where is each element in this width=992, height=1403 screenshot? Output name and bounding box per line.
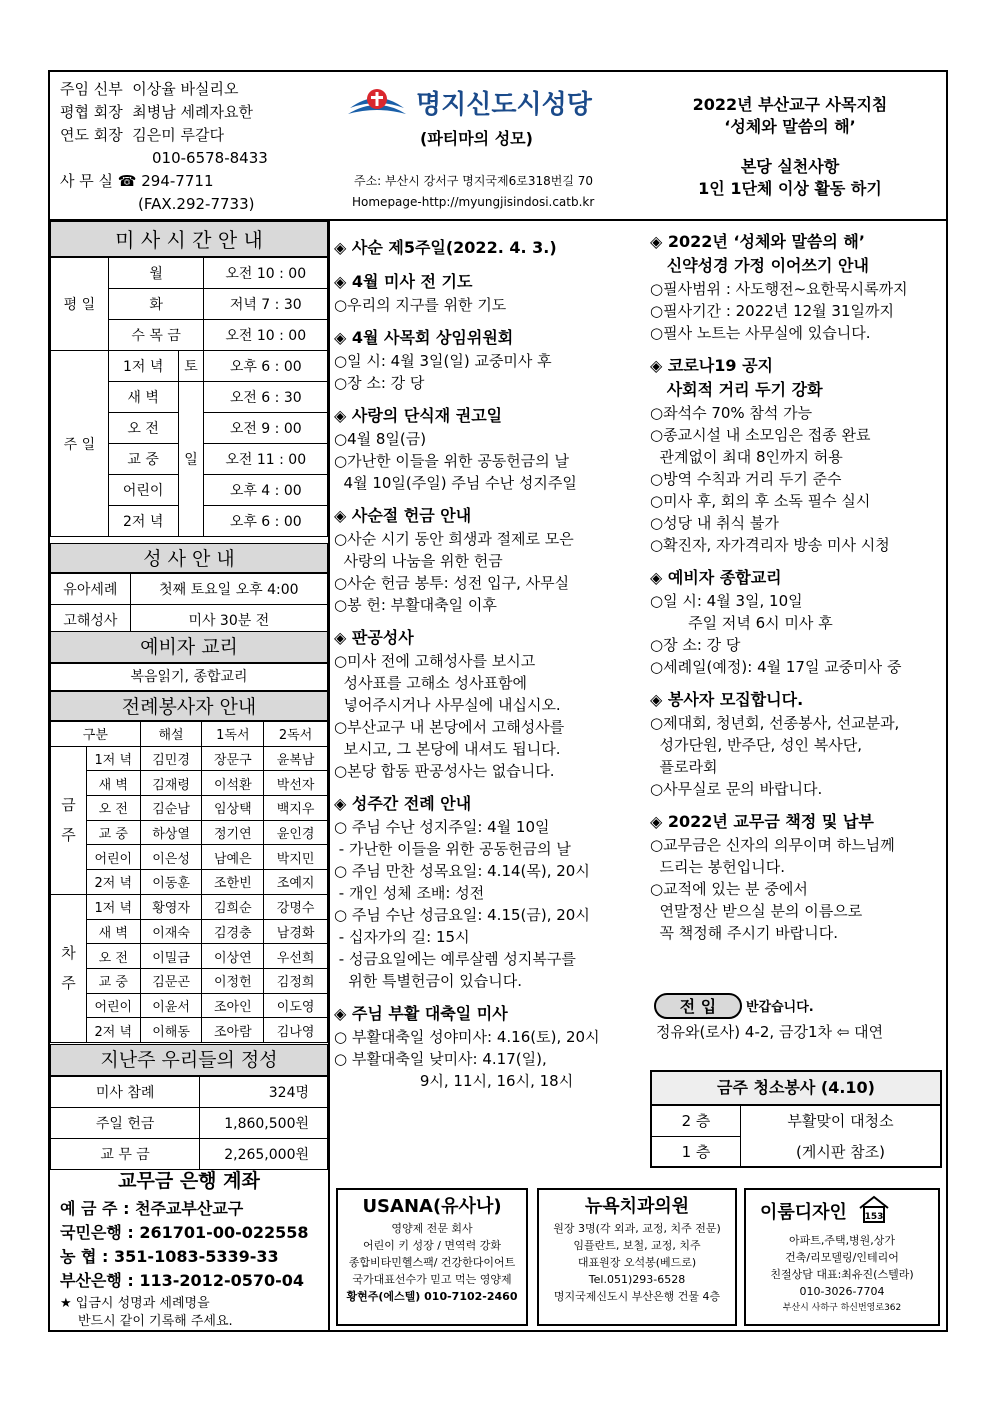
notice-line: ○ 부활대축일 낮미사: 4.17(일), [334,1050,547,1068]
notice-line: 플로라회 [650,758,718,776]
table-cell: 조예지 [264,870,328,895]
table-cell: 남예은 [202,845,264,870]
notice-line: ○4월 8일(금) [334,430,427,448]
ad-title: 이룸디자인 153 [746,1194,938,1232]
column-right [650,230,942,944]
table-cell: 김재령 [140,771,202,796]
notice-line: ○필사기간 : 2022년 12월 31일까지 [650,302,894,320]
office-phone: 사 무 실 ☎ 294-7711 [60,172,214,190]
notice-block [334,504,634,616]
notice-line: ○확진자, 자가격리자 방송 미사 시청 [650,536,890,554]
table-cell: 오전 11 : 00 [204,444,328,475]
table-cell: 장문구 [202,746,264,771]
cleaning-table: 2 층 1 층 부활맞이 대청소 (게시판 참조) [652,1106,940,1166]
notice-block [650,566,942,678]
table-cell: 김민경 [140,746,202,771]
table-cell: 1저 녁 [108,351,178,382]
notice-line: 성사표를 고해소 성사표함에 [334,674,527,692]
notice-title: 신약성경 가정 이어쓰기 안내 [650,256,869,275]
notice-line: 보시고, 그 본당에 내셔도 됩니다. [334,740,561,758]
table-cell: 첫째 토요일 오후 4:00 [130,574,327,605]
ad-line: 국가대표선수가 믿고 먹는 영양제 [352,1273,512,1286]
notice-line: ○ 주님 수난 성금요일: 4.15(금), 20시 [334,906,590,924]
table-cell: 김희순 [202,894,264,919]
notice-title: ◈ 주님 부활 대축일 미사 [334,1004,508,1023]
homepage-link[interactable]: Homepage-http://myungjisindosi.catb.kr [352,195,595,209]
mass-schedule-title: 미 사 시 간 안 내 [50,221,328,257]
table-cell: 박지민 [264,845,328,870]
notice-line: 사랑의 나눔을 위한 헌금 [334,552,503,570]
sacrament-title: 성 사 안 내 [50,543,328,573]
ad-line: 친절상담 대표:최유진(스텔라) [770,1268,914,1281]
notice-block [650,810,942,944]
ad-line: 임플란트, 보철, 교정, 치주 [573,1239,701,1252]
ad-usana [336,1188,528,1326]
motto-line: ‘성체와 말씀의 해’ [724,117,856,136]
notice-line: ○가난한 이들을 위한 공동헌금의 날 [334,452,570,470]
table-cell: 2저 녁 [86,870,140,895]
table-cell: 강명수 [264,894,328,919]
table-cell: 이윤서 [140,993,202,1018]
welcome-text: 반갑습니다. [746,1000,814,1015]
ad-line: 아파트,주택,병원,상가 [788,1234,896,1247]
table-cell: 주일 헌금 [51,1108,200,1139]
table-cell: 미사 참례 [51,1077,200,1108]
cleaning-title: 금주 청소봉사 (4.10) [652,1072,940,1106]
ad-line: 어린이 키 성장 / 면역력 강화 [362,1239,502,1252]
notice-line: - 성금요일에는 예루살렘 성지복구를 [334,950,576,968]
notice-line: ○일 시: 4월 3일(일) 교중미사 후 [334,352,552,370]
address: 주소: 부산시 강서구 명지국제6로318번길 70 [354,174,593,188]
notice-line: ○세례일(예정): 4월 17일 교중미사 중 [650,658,902,676]
notice-block [334,1002,634,1092]
staff-row: 연도 회장 김은미 루갈다 [60,126,224,144]
table-cell: 정기연 [202,820,264,845]
table-cell: 교 무 금 [51,1139,200,1170]
table-cell: 이동훈 [140,870,202,895]
ad-line: 영양제 전문 회사 [391,1222,473,1235]
weekday-label: 평 일 [51,258,109,351]
phone-icon: ☎ [117,172,137,190]
notice-block [334,792,634,992]
notice-block [334,626,634,782]
offering-title: 지난주 우리들의 정성 [50,1044,328,1076]
table-cell: 이재숙 [140,919,202,944]
cleaning-box [650,1070,942,1168]
ad-title: 뉴욕치과의원 [584,1196,690,1217]
table-cell: 하상열 [140,820,202,845]
table-cell: 오전 6 : 30 [204,382,328,413]
notice-title: ◈ 2022년 ‘성체와 말씀의 해’ [650,232,865,251]
column-divider [328,219,330,1332]
table-cell: 어린이 [108,475,178,506]
notice-line: - 가난한 이들을 위한 공동헌금의 날 [334,840,571,858]
ad-line: 대표원장 오석봉(베드로) [577,1256,697,1269]
table-cell: 이밀금 [140,944,202,969]
ad-line: Tel.051)293-6528 [588,1273,686,1286]
notice-title: ◈ 사순절 헌금 안내 [334,506,472,525]
notice-line: - 십자가의 길: 15시 [334,928,470,946]
table-cell: 백지우 [264,796,328,821]
table-cell: 교 중 [108,444,178,475]
table-cell: 박선자 [264,771,328,796]
notice-line: 넣어주시거나 사무실에 내십시오. [334,696,561,714]
table-cell: 이상연 [202,944,264,969]
bank-accounts [60,1197,326,1331]
offering-table [50,1076,328,1170]
notice-block [650,230,942,344]
notice-line: 위한 특별헌금이 있습니다. [334,972,522,990]
notice-title: ◈ 예비자 종합교리 [650,568,782,587]
table-cell: 구분 [51,722,141,747]
table-cell: 오후 4 : 00 [204,475,328,506]
notice-title: ◈ 코로나19 공지 [650,356,773,375]
notice-title: 사회적 거리 두기 강화 [650,380,823,399]
ad-line: 황현주(에스텔) 010-7102-2460 [346,1290,518,1303]
notice-line: ○필사범위 : 사도행전~요한묵시록까지 [650,280,908,298]
notice-line: ○필사 노트는 사무실에 있습니다. [650,324,871,342]
notice-line: ○교적에 있는 분 중에서 [650,880,808,898]
notice-line: 성가단원, 반주단, 성인 복사단, [650,736,863,754]
table-cell: 1저 녁 [86,746,140,771]
notice-line: ○부산교구 내 본당에서 고해성사를 [334,718,565,736]
notice-line: ○성당 내 취식 불가 [650,514,779,532]
notice-line: ○미사 후, 회의 후 소독 필수 실시 [650,492,871,510]
notice-line: 9시, 11시, 16시, 18시 [334,1072,574,1090]
motto-line: 2022년 부산교구 사목지침 [692,95,888,114]
table-cell: 2저 녁 [86,1018,140,1043]
table-cell: 어린이 [86,993,140,1018]
sunday-day: 일 [178,382,204,537]
table-cell: 이석환 [202,771,264,796]
table-cell: 화 [108,289,204,320]
table-cell: 임상택 [202,796,264,821]
notice-line: 주일 저녁 6시 미사 후 [650,614,833,632]
sunday-title: ◈ 사순 제5주일(2022. 4. 3.) [334,238,557,257]
table-cell: 교 중 [86,968,140,993]
notice-block [334,270,634,316]
table-cell: 2독서 [264,722,328,747]
notice-line: 관계없이 최대 8인까지 허용 [650,448,843,466]
table-cell: 유아세례 [51,574,131,605]
table-cell: 토 [178,351,204,382]
table-cell: 1독서 [202,722,264,747]
ad-newyork-dental [537,1188,737,1326]
table-cell: 김나영 [264,1018,328,1043]
table-cell: 수 목 금 [108,320,204,351]
table-cell: 황영자 [140,894,202,919]
notice-title: ◈ 판공성사 [334,628,414,647]
table-cell: 1저 녁 [86,894,140,919]
practice-line: 1인 1단체 이상 활동 하기 [698,179,882,198]
notice-line: ○ 부활대축일 성야미사: 4.16(토), 20시 [334,1028,600,1046]
notice-line: ○사순 헌금 봉투: 성전 입구, 사무실 [334,574,570,592]
table-cell: 우선희 [264,944,328,969]
table-cell: 윤인경 [264,820,328,845]
table-cell: 오 전 [86,796,140,821]
notice-block [334,404,634,494]
church-subtitle: (파티마의 성모) [420,129,533,148]
notice-line: ○사무실로 문의 바랍니다. [650,780,823,798]
table-cell: 오전 9 : 00 [204,413,328,444]
table-cell: 새 벽 [86,919,140,944]
bank-title: 교무금 은행 계좌 [118,1170,260,1192]
table-cell: 김경충 [202,919,264,944]
notice-line: ○일 시: 4월 3일, 10일 [650,592,803,610]
header-staff [60,78,340,216]
header-motto [640,94,940,200]
table-cell: 2저 녁 [108,506,178,537]
table-cell: 미사 30분 전 [130,605,327,636]
table-cell: 김정희 [264,968,328,993]
servers-table [50,721,328,1043]
table-cell: 교 중 [86,820,140,845]
notice-line: ○본당 합동 판공성사는 없습니다. [334,762,555,780]
notice-line: 드리는 봉헌입니다. [650,858,785,876]
notice-line: 꼭 책정해 주시기 바랍니다. [650,924,838,942]
table-cell: 새 벽 [86,771,140,796]
bank-note: ★ 입금시 성명과 세례명을 [60,1296,210,1311]
notice-title: ◈ 봉사자 모집합니다. [650,690,804,709]
ad-line: 명지국제신도시 부산은행 건물 4층 [553,1290,721,1303]
notice-line: ○봉 헌: 부활대축일 이후 [334,596,497,614]
notice-block [650,354,942,556]
ad-line: 종합비타민헬스팩/ 건강한다이어트 [348,1256,516,1269]
staff-row: 평협 회장 최병남 세례자요한 [60,103,253,121]
sacrament-table [50,573,328,636]
office-fax: (FAX.292-7733) [138,195,255,213]
notice-line: ○제대회, 청년회, 선종봉사, 선교분과, [650,714,900,732]
table-cell: 오후 6 : 00 [204,351,328,382]
table-cell: 이도영 [264,993,328,1018]
ad-line: 원장 3명(각 외과, 교정, 치주 전문) [553,1222,721,1235]
practice-line: 본당 실천사항 [740,157,840,176]
notice-title: ◈ 4월 미사 전 기도 [334,272,473,291]
notice-line: ○장 소: 강 당 [650,636,741,654]
staff-phone: 010-6578-8433 [152,149,268,167]
staff-row: 주임 신부 이상율 바실리오 [60,80,239,98]
next-week-label: 차 주 [51,894,87,1042]
catechumen-title: 예비자 교리 [50,631,328,663]
table-cell: 해설 [140,722,202,747]
notice-line: ○사순 시기 동안 희생과 절제로 모은 [334,530,574,548]
notice-line: ○장 소: 강 당 [334,374,425,392]
ad-irum-design [744,1188,940,1326]
table-cell: 324명 [200,1077,328,1108]
table-cell: 오 전 [86,944,140,969]
welcome-line: 정유와(로사) 4-2, 금강1차 ⇦ 대연 [656,1023,884,1041]
bank-note: 반드시 같이 기록해 주세요. [78,1314,233,1329]
ad-line: 010-3026-7704 [799,1285,885,1298]
table-cell: 조아람 [202,1018,264,1043]
table-cell: 윤복남 [264,746,328,771]
ad-line: 부산시 사하구 하신번영로362 [782,1303,902,1313]
church-name: 명지신도시성당 [416,90,592,120]
notice-title: ◈ 성주간 전례 안내 [334,794,472,813]
table-cell: 새 벽 [108,382,178,413]
bank-row: 부산은행 : 113-2012-0570-04 [60,1271,305,1290]
table-cell: 어린이 [86,845,140,870]
house-icon [857,1194,891,1232]
table-cell: 조한빈 [202,870,264,895]
table-cell: 오전 10 : 00 [204,320,328,351]
servers-title: 전례봉사자 안내 [50,691,328,721]
table-cell: 월 [108,258,204,289]
notice-line: - 개인 성체 조배: 성전 [334,884,485,902]
notice-block [334,326,634,394]
table-cell: 남경화 [264,919,328,944]
table-cell: 조아인 [202,993,264,1018]
notice-line: ○방역 수칙과 거리 두기 준수 [650,470,842,488]
table-cell: 2,265,000원 [200,1139,328,1170]
table-cell: 김문곤 [140,968,202,993]
bank-row: 국민은행 : 261701-00-022558 [60,1223,309,1242]
church-logo-icon [346,86,408,128]
notice-line: ○ 주님 만찬 성목요일: 4.14(목), 20시 [334,862,590,880]
svg-text:153: 153 [864,1212,884,1222]
notice-line: ○좌석수 70% 참석 가능 [650,404,813,422]
notice-title: ◈ 4월 사목회 상임위원회 [334,328,514,347]
table-cell: 오 전 [108,413,178,444]
this-week-label: 금 주 [51,746,87,894]
catechumen-text: 복음읽기, 종합교리 [50,663,328,691]
notice-title: ◈ 2022년 교무금 책정 및 납부 [650,812,874,831]
table-cell: 이해동 [140,1018,202,1043]
table-cell: 이정헌 [202,968,264,993]
table-cell: 고해성사 [51,605,131,636]
notice-line: ○종교시설 내 소모임은 접종 완료 [650,426,871,444]
notice-line: 연말정산 받으실 분의 이름으로 [650,902,863,920]
table-cell: 김순남 [140,796,202,821]
table-cell: 저녁 7 : 30 [204,289,328,320]
ad-line: 건축/리모델링/인테리어 [785,1251,899,1264]
notice-title: ◈ 사랑의 단식재 권고일 [334,406,503,425]
ad-title: USANA(유사나) [362,1196,502,1217]
notice-line: ○우리의 지구를 위한 기도 [334,296,507,314]
table-cell: 이은성 [140,845,202,870]
notice-line: ○ 주님 수난 성지주일: 4월 10일 [334,818,550,836]
column-middle [334,236,634,1092]
notice-block [650,688,942,800]
bank-row: 예 금 주 : 천주교부산교구 [60,1199,244,1218]
notice-line: 4월 10일(주일) 주님 수난 성지주일 [334,474,577,492]
table-cell: 1,860,500원 [200,1108,328,1139]
notice-line: ○교무금은 신자의 의무이며 하느님께 [650,836,895,854]
welcome-badge: 전 입 [654,993,742,1019]
table-cell: 오전 10 : 00 [204,258,328,289]
mass-schedule-table [50,257,328,537]
notice-line: ○미사 전에 고해성사를 보시고 [334,652,536,670]
bank-row: 농 협 : 351-1083-5339-33 [60,1247,279,1266]
sunday-label: 주 일 [51,351,109,537]
table-cell: 오후 6 : 00 [204,506,328,537]
